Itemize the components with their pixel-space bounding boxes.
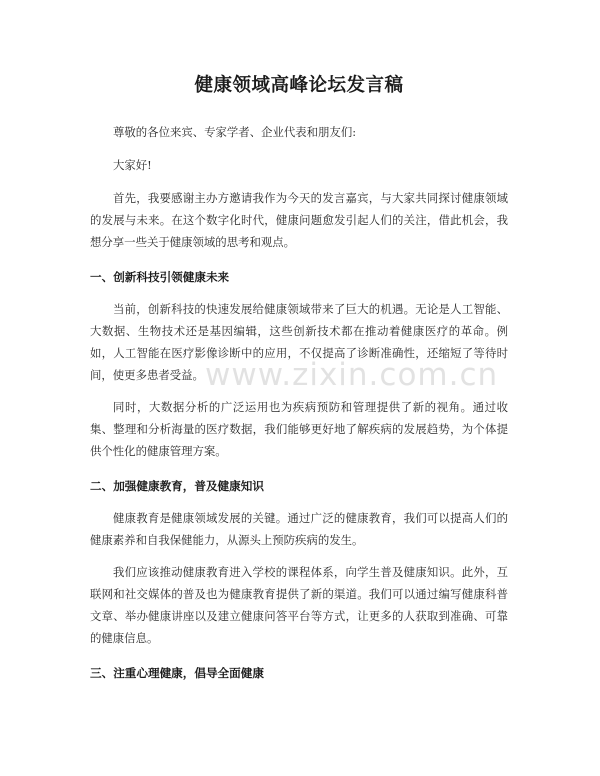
document-title: 健康领域高峰论坛发言稿 — [194, 75, 404, 96]
section-2-paragraph-2: 我们应该推动健康教育进入学校的课程体系，向学生普及健康知识。此外，互联网和社交媒体的普及也为健康教育提供了新的渠道。我们可以通过编写健康科普文章、举办健康讲座以及建立健康问答平台等方式，让更多的人获取到准确、可靠的健康信息。 — [90, 565, 508, 645]
section-1-paragraph-2: 同时，大数据分析的广泛运用也为疾病预防和管理提供了新的视角。通过收集、整理和分析海量的医疗数据，我们能够更好地了解疾病的发展趋势，为个体提供个性化的健康管理方案。 — [90, 400, 508, 458]
intro-paragraph: 首先，我要感谢主办方邀请我作为今天的发言嘉宾，与大家共同探讨健康领域的发展与未来。在这个数字化时代，健康问题愈发引起人们的关注，借此机会，我想分享一些关于健康领域的思考和观点。 — [90, 191, 508, 249]
section-heading-3: 三、注重心理健康，倡导全面健康 — [90, 666, 264, 680]
watermark-text: www.zixin.com.cn — [205, 357, 499, 393]
greeting-paragraph: 尊敬的各位来宾、专家学者、企业代表和朋友们: — [113, 125, 357, 139]
hello-paragraph: 大家好! — [113, 158, 152, 172]
section-heading-2: 二、加强健康教育，普及健康知识 — [90, 479, 264, 493]
section-heading-1: 一、创新科技引领健康未来 — [90, 270, 230, 284]
section-1-paragraph-1: 当前，创新科技的快速发展给健康领域带来了巨大的机遇。无论是人工智能、大数据、生物技术还是基因编辑，这些创新技术都在推动着健康医疗的革命。例如，人工智能在医疗影像诊断中的应用，不仅提高了诊断准确性，还缩短了等待时间，使更多患者受益。 — [90, 302, 508, 382]
section-2-paragraph-1: 健康教育是健康领域发展的关键。通过广泛的健康教育，我们可以提高人们的健康素养和自我保健能力，从源头上预防疾病的发生。 — [90, 511, 508, 547]
